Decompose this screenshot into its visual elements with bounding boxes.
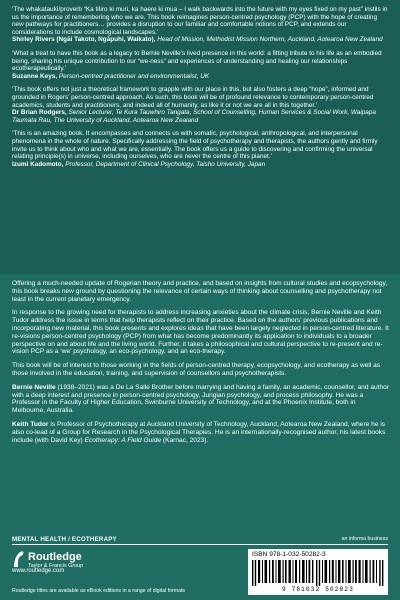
quote-author-role: Professor, Department of Clinical Psychology, Taisho University, Japan — [65, 160, 266, 168]
divider — [12, 544, 388, 545]
endorsements-panel — [0, 0, 400, 274]
endorsement-quote — [12, 6, 388, 44]
endorsement-quote — [12, 86, 388, 124]
quote-author-role: Head of Mission, Methodist Mission Northern, Auckland, Aotearoa New Zealand — [157, 36, 383, 44]
endorsement-quote — [12, 130, 388, 168]
publisher-subtitle: Taylor & Francis Group — [28, 563, 84, 569]
author-bio — [12, 384, 390, 415]
description-paragraph: This book will be of interest to those working in the fields of person-centred therapy, ecopsychology, and ecotherapy as well as those involved in the education, training, and supervision of counsellors and psychotherapists. — [12, 362, 381, 377]
author-name: Bernie Neville — [12, 383, 56, 391]
author-bio — [12, 421, 390, 444]
quote-author-role: Person-centred practitioner and environmentalist, UK — [58, 72, 210, 80]
quote-text: ‘This book offers not just a theoretical framework to grapple with our place in this, but also fosters a deep “hope”, informed and grounded in Rogers’ person-centred approach. As such, this book will be of profound relevance to contemporary person-centred academics, students and practitioners, and indeed all of humanity, as like it or not we are all in this together.’ — [12, 86, 374, 109]
barcode-icon — [252, 560, 384, 586]
informa-tagline: an informa business — [341, 536, 388, 542]
barcode-panel — [248, 549, 388, 595]
quote-author: Suzanne Keys, — [12, 72, 58, 80]
quote-author: Dr Brian Rodgers, — [12, 109, 67, 117]
quote-text: ‘What a treat to have this book as a legacy to Bernie Neville’s lived presence in this world: a fitting tribute to his life as an embodied being, sharing his unique contribution to our “we-ness” and experiences of understanding and healing our relationships ecotherapeutically.’ — [12, 49, 382, 73]
author-bio-text: is Professor of Psychotherapy at Auckland University of Technology, Auckland, Aotearoa New Zealand, where he is also co-lead of a Group for Research in the Psychological Therapies. He is an internationally-recognised author, his latest books include (with David Key) — [12, 420, 386, 444]
barcode-number: 9 781032 502823 — [281, 586, 354, 593]
author-bio-text-end: (Karnac, 2023). — [161, 436, 209, 444]
quote-attribution — [12, 161, 388, 169]
endorsement-quote — [12, 50, 388, 80]
book-description — [12, 280, 390, 450]
routledge-icon — [12, 550, 25, 568]
quote-author: Izumi Kadomoto, — [12, 160, 64, 168]
subject-category: MENTAL HEALTH / ECOTHERAPY — [12, 536, 117, 543]
quote-author: Shirley Rivers (Ngāi Takoto, Ngāpuhi, Waikato), — [12, 36, 156, 44]
author-name: Keith Tudor — [12, 420, 49, 428]
quote-attribution — [12, 36, 388, 44]
publisher-url[interactable]: www.routledge.com — [12, 568, 65, 574]
author-bio-text: (1938–2021) was a De La Salle Brother before marrying and having a family, an academic, counsellor, and author with a deep interest and presence in person-centred psychology, Jungian psychology, and process philosophy. He was a Professor in the Faculty of Higher Education, Swinburne University of Technology, and at the Phoenix Institute, both in Melbourne, Australia. — [12, 383, 390, 415]
ebook-note: Routledge titles are available as eBook editions in a range of digital formats — [12, 588, 186, 594]
isbn: ISBN 978-1-032-50282-3 — [252, 551, 326, 558]
publisher-logo — [12, 550, 122, 580]
quote-attribution — [12, 73, 388, 81]
quote-text: ‘The whakataukī/proverb “Ka titiro ki muri, ka haere ki mua – I walk backwards into the future with my eyes fixed on my past” instils in us the importance of remembering who we are. This book reimagines person-centred psychology (PCP) with the hope of creating new pathways for practitioners… provides a disruption to our familiar and comfortable notions of PCP, and extends our considerations to include cosmological landscapes.’ — [12, 6, 388, 36]
cover-footer — [0, 536, 400, 600]
quote-attribution — [12, 109, 388, 124]
publisher-name: Routledge — [28, 551, 82, 563]
quote-text: ‘This is an amazing book. It encompasses and connects us with somatic, psychological, anthropological, and interpersonal phenomena in the whole of nature. Specifically addressing the field of psychotherapy and therapists, the authors gently and firmly invite us to think about who and what we are, essentially. The book offers us a guide to discovering and confirming the universal relating principle(s) in universe, including ourselves, who are never the centre of this planet.’ — [12, 130, 378, 161]
description-paragraph: Offering a much-needed update of Rogerian theory and practice, and based on insights from cultural studies and ecopsychology, this book breaks new ground by questioning the relevance of certain ways of thinking about counselling and psychotherapy not least in the current planetary emergency. — [12, 280, 388, 303]
description-paragraph: In response to the growing need for therapists to address increasing anxieties about the climate crisis, Bernie Neville and Keith Tudor address the issue in terms that help therapists reflect on their practice. Based on the authors’ previous publications and incorporating new material, this book presents and explores ideas that have been largely neglected in person-centred literature. It re-visions person-centred psychology (PCP) from what has become predominantly its application to individuals to a broader perspective on and about life and the living world. Further, it takes a philosophical and cultural perspective to re-present and re-vision PCP as a ‘we’ psychology, an eco-psychology, and an eco-therapy. — [12, 309, 389, 356]
book-title-reference: Ecotherapy: A Field Guide — [84, 436, 162, 444]
quote-author-role: Senior Lecturer, Te Kura Tauwhiro Tangata, School of Counselling, Human Services & Social Work, Waipapa Taumata Rau, The University of Auckland, Aotearoa New Zealand — [12, 109, 376, 124]
